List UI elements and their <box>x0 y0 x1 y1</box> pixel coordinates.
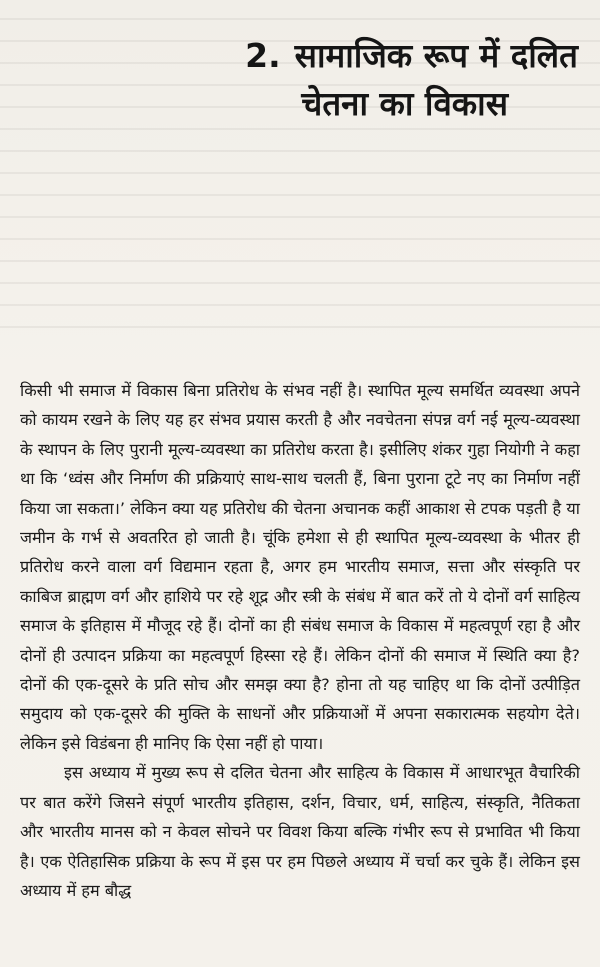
paragraph-1: किसी भी समाज में विकास बिना प्रतिरोध के संभव नहीं है। स्थापित मूल्य समर्थित व्यवस्था अपने को कायम रखने के लिए यह हर संभव प्रयास करती है और नवचेतना संपन्न वर्ग नई मूल्य-व्यवस्था के स्थापन के लिए पुरानी मूल्य-व्यवस्था का प्रतिरोध करता है। इसीलिए शंकर गुहा नियोगी ने कहा था कि ‘ध्वंस और निर्माण की प्रक्रियाएं साथ-साथ चलती हैं, बिना पुराना टूटे नए का निर्माण नहीं किया जा सकता।’ लेकिन क्या यह प्रतिरोध की चेतना अचानक कहीं आकाश से टपक पड़ती है या जमीन के गर्भ से अवतरित हो जाती है। चूंकि हमेशा से ही स्थापित मूल्य-व्यवस्था के भीतर ही प्रतिरोध करने वाला वर्ग विद्यमान रहता है, अगर हम भारतीय समाज, सत्ता और संस्कृति पर काबिज ब्राह्मण वर्ग और हाशिये पर रहे शूद्र और स्त्री के संबंध में बात करें तो ये दोनों वर्ग साहित्य समाज के इतिहास में मौजूद रहे हैं। दोनों का ही संबंध समाज के विकास में महत्वपूर्ण रहा है और दोनों ही उत्पादन प्रक्रिया का महत्वपूर्ण हिस्सा रहे हैं। लेकिन दोनों की समाज में स्थिति क्या है? दोनों की एक-दूसरे के प्रति सोच और समझ क्या है? होना तो यह चाहिए था कि दोनों उत्पीड़ित समुदाय को एक-दूसरे की मुक्ति के साधनों और प्रक्रियाओं में अपना सकारात्मक सहयोग देते। लेकिन इसे विडंबना ही मानिए कि ऐसा नहीं हो पाया। <box>20 381 580 753</box>
chapter-title-line-1 <box>158 34 578 78</box>
paragraph-2: इस अध्याय में मुख्य रूप से दलित चेतना और साहित्य के विकास में आधारभूत वैचारिकी पर बात करेंगे जिसने संपूर्ण भारतीय इतिहास, दर्शन, विचार, धर्म, साहित्य, संस्कृति, नैतिकता और भारतीय मानस को न केवल सोचने पर विवश किया बल्कि गंभीर रूप से प्रभावित भी किया है। एक ऐतिहासिक प्रक्रिया के रूप में इस पर हम पिछले अध्याय में चर्चा कर चुके हैं। लेकिन इस अध्याय में हम बौद्ध <box>20 763 580 900</box>
chapter-number: 2. <box>245 36 281 75</box>
chapter-heading <box>158 34 578 126</box>
chapter-title-part-1: सामाजिक रूप में दलित <box>294 36 578 75</box>
body-text <box>20 376 580 905</box>
chapter-title-line-2: चेतना का विकास <box>301 84 508 123</box>
